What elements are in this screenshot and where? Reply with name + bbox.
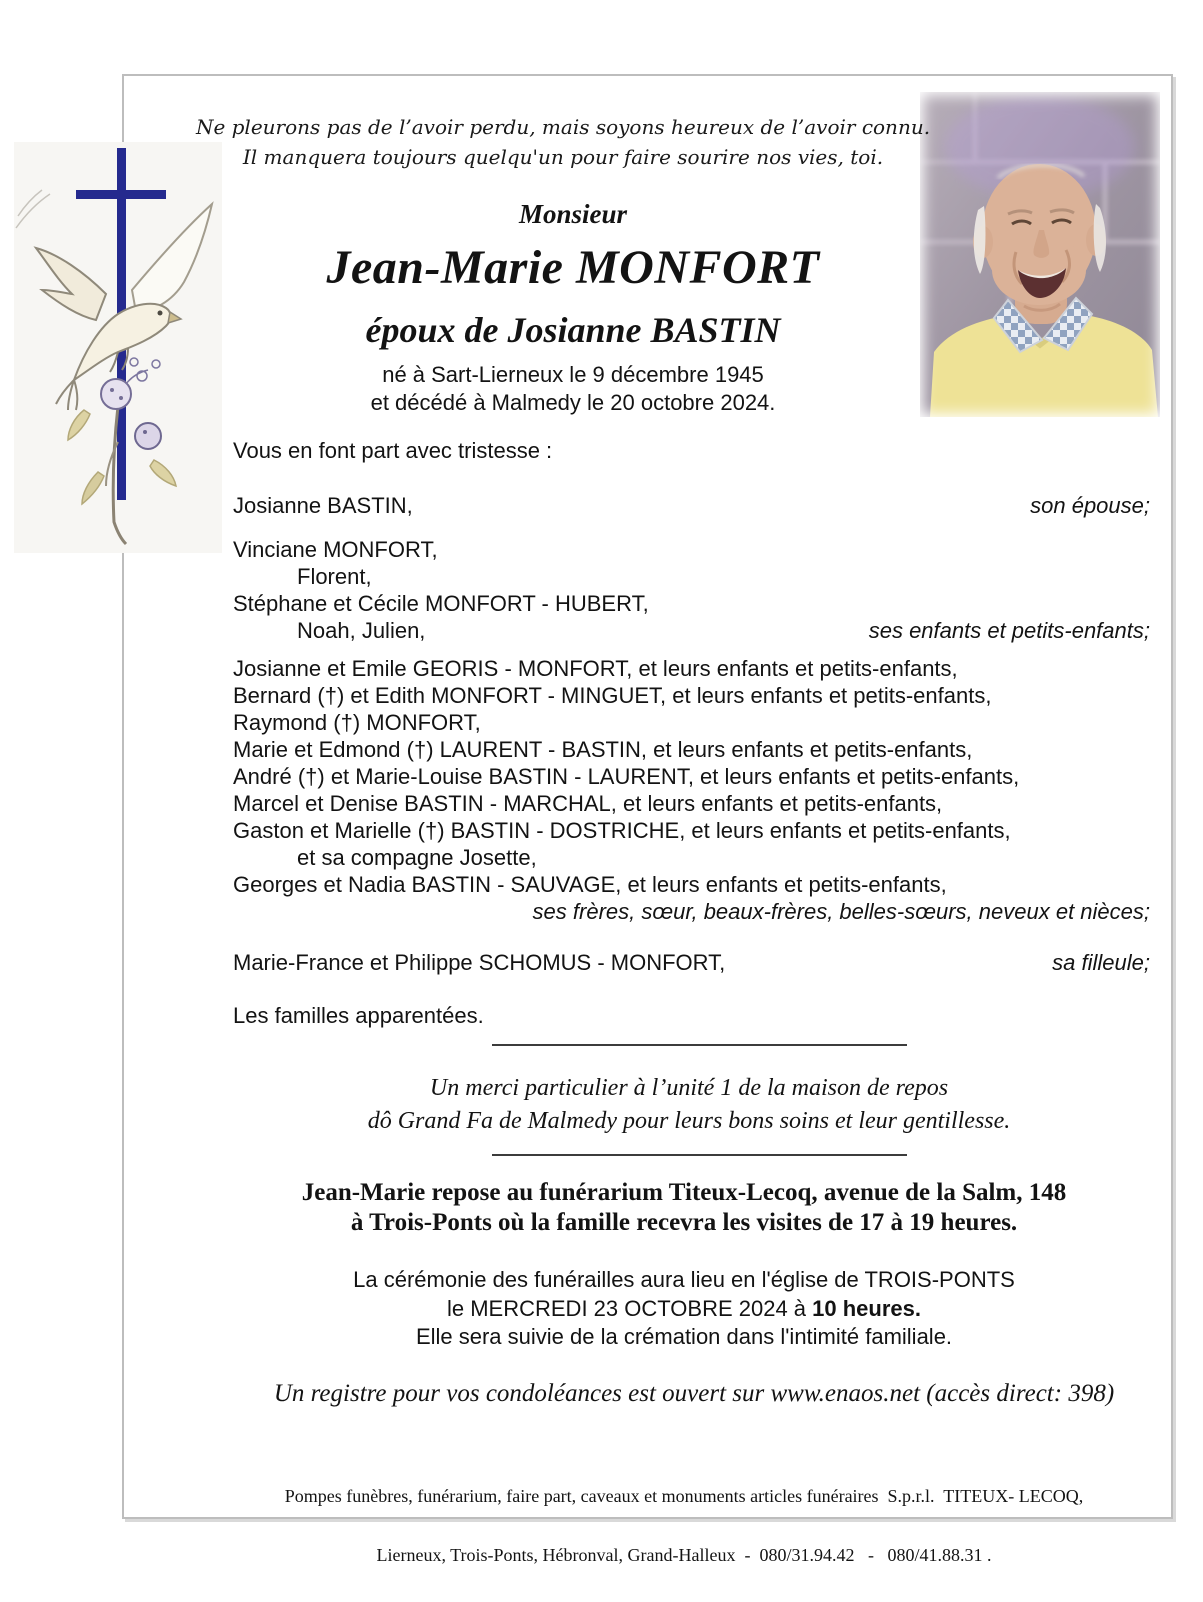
visitation-line1: Jean-Marie repose au funérarium Titeux-Lecoq, avenue de la Salm, 148 xyxy=(301,1179,1067,1206)
family-member-name: Les familles apparentées. xyxy=(233,1003,484,1028)
family-member-name: Florent, xyxy=(297,564,372,589)
family-member-name: et sa compagne Josette, xyxy=(297,845,537,870)
family-row xyxy=(233,790,1150,817)
deceased-name: Jean-Marie MONFORT xyxy=(326,241,820,294)
funeral-home-footer xyxy=(234,1448,1134,1602)
family-row xyxy=(233,871,1150,898)
family-row xyxy=(233,736,1150,763)
family-row xyxy=(233,709,1150,736)
memorial-quote xyxy=(163,112,963,172)
family-member-name: Bernard (†) et Edith MONFORT - MINGUET, et leurs enfants et petits-enfants, xyxy=(233,683,992,708)
family-member-name: Marie-France et Philippe SCHOMUS - MONFORT, xyxy=(233,950,726,975)
announcement-intro: Vous en font part avec tristesse : xyxy=(233,438,553,463)
thanks-line1: Un merci particulier à l’unité 1 de la maison de repos xyxy=(429,1075,949,1101)
family-member-name: Raymond (†) MONFORT, xyxy=(233,710,481,735)
visitation-line2: à Trois-Ponts où la famille recevra les visites de 17 à 19 heures. xyxy=(350,1209,1018,1236)
family-row xyxy=(233,617,1150,644)
family-row xyxy=(233,655,1150,682)
memorial-quote-line2: Il manquera toujours quelqu'un pour faire sourire nos vies, toi. xyxy=(242,145,884,169)
title-prefix: Monsieur xyxy=(518,199,628,229)
ceremony-line3: Elle sera suivie de la crémation dans l'intimité familiale. xyxy=(415,1324,953,1349)
family-relation-label: son épouse; xyxy=(1030,493,1150,518)
ceremony-date: le MERCREDI 23 OCTOBRE 2024 à xyxy=(446,1295,813,1321)
family-member-name: Josianne BASTIN, xyxy=(233,493,413,518)
family-member-name: Vinciane MONFORT, xyxy=(233,537,438,562)
family-row xyxy=(233,682,1150,709)
footer-line1: Pompes funèbres, funérarium, faire part, caveaux et monuments articles funéraires S.p.r.l. TITEUX- LECOQ, xyxy=(284,1486,1084,1506)
thanks-line2: dô Grand Fa de Malmedy pour leurs bons soins et leur gentillesse. xyxy=(367,1108,1011,1134)
family-row xyxy=(233,898,1150,925)
footer-line2: Lierneux, Trois-Ponts, Hébronval, Grand-Halleux - 080/31.94.42 - 080/41.88.31 . xyxy=(376,1544,992,1565)
pencil-squiggle xyxy=(16,190,50,228)
family-member-name: André (†) et Marie-Louise BASTIN - LAURENT, et leurs enfants et petits-enfants, xyxy=(233,764,1020,789)
family-row xyxy=(233,763,1150,790)
ceremony-time: 10 heures. xyxy=(812,1295,921,1321)
ceremony-info xyxy=(234,1266,1134,1352)
ceremony-line2 xyxy=(234,1295,1134,1324)
family-member-name: Stéphane et Cécile MONFORT - HUBERT, xyxy=(233,591,649,616)
birth-death-dates xyxy=(173,361,973,417)
divider-line-top xyxy=(492,1044,907,1046)
family-relation-label: ses enfants et petits-enfants; xyxy=(868,618,1150,643)
family-relation-label: ses frères, sœur, beaux-frères, belles-sœurs, neveux et nièces; xyxy=(532,899,1150,924)
death-line: et décédé à Malmedy le 20 octobre 2024. xyxy=(370,390,776,415)
family-list xyxy=(233,492,1150,1029)
family-row xyxy=(233,590,1150,617)
divider-line-bottom xyxy=(492,1154,907,1156)
family-relation-label: sa filleule; xyxy=(1052,950,1150,975)
visitation-info xyxy=(234,1178,1134,1238)
family-row xyxy=(233,949,1150,976)
condolence-register-note: Un registre pour vos condoléances est ouvert sur www.enaos.net (accès direct: 398) xyxy=(273,1380,1115,1407)
family-member-name: Gaston et Marielle (†) BASTIN - DOSTRICHE, et leurs enfants et petits-enfants, xyxy=(233,818,1011,843)
family-row xyxy=(233,1002,1150,1029)
family-row xyxy=(233,844,1150,871)
spouse-line: époux de Josianne BASTIN xyxy=(365,310,781,350)
ceremony-line1: La cérémonie des funérailles aura lieu en l'église de TROIS-PONTS xyxy=(353,1267,1015,1292)
family-member-name: Marie et Edmond (†) LAURENT - BASTIN, et leurs enfants et petits-enfants, xyxy=(233,737,973,762)
thanks-note xyxy=(239,1072,1139,1138)
family-row xyxy=(233,492,1150,519)
family-row xyxy=(233,563,1150,590)
birth-line: né à Sart-Lierneux le 9 décembre 1945 xyxy=(382,362,764,387)
family-row xyxy=(233,817,1150,844)
memorial-quote-line1: Ne pleurons pas de l’avoir perdu, mais soyons heureux de l’avoir connu. xyxy=(195,115,931,139)
family-member-name: Marcel et Denise BASTIN - MARCHAL, et leurs enfants et petits-enfants, xyxy=(233,791,943,816)
family-row xyxy=(233,536,1150,563)
family-member-name: Georges et Nadia BASTIN - SAUVAGE, et leurs enfants et petits-enfants, xyxy=(233,872,947,897)
family-member-name: Josianne et Emile GEORIS - MONFORT, et leurs enfants et petits-enfants, xyxy=(233,656,958,681)
family-member-name: Noah, Julien, xyxy=(297,618,426,643)
